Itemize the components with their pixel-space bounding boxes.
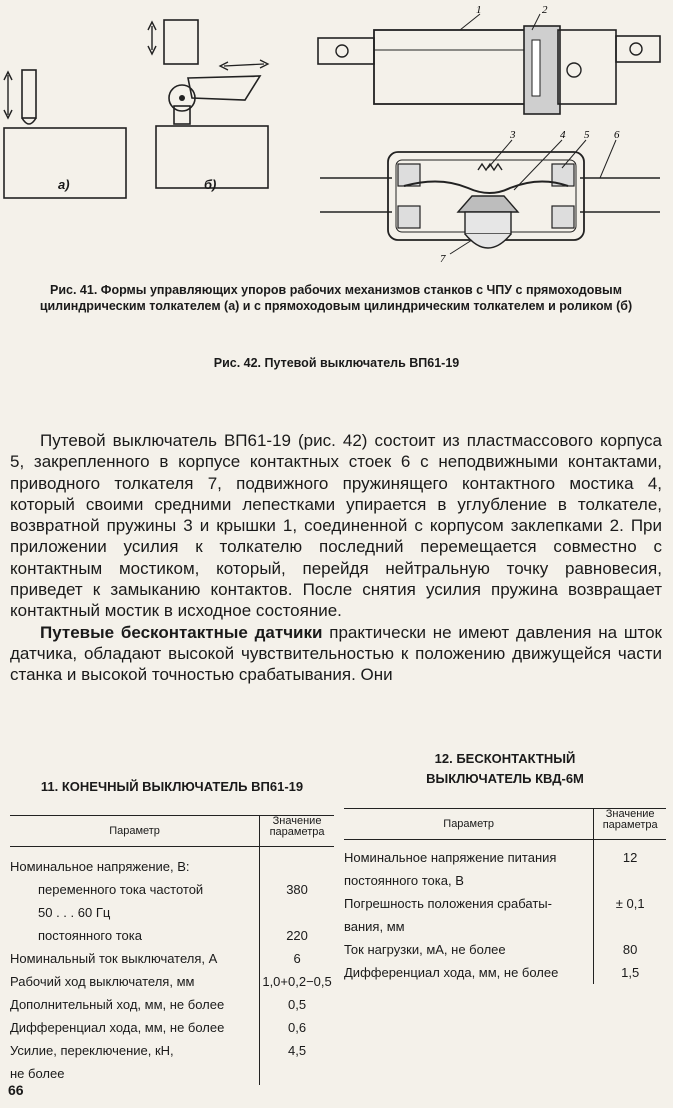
figure-42-callout-6: 6 — [614, 129, 620, 141]
table-row — [344, 938, 666, 961]
param-cell: переменного тока частотой — [10, 878, 260, 901]
table-row — [10, 1062, 334, 1085]
table-12-header-param: Параметр — [344, 809, 594, 840]
table-11-header-value: Значение параметра — [260, 816, 334, 847]
param-cell: Номинальное напряжение, В: — [10, 847, 260, 879]
figure-41a-label: а) — [58, 177, 70, 192]
param-cell: 50 . . . 60 Гц — [10, 901, 260, 924]
table-row — [10, 993, 334, 1016]
value-cell — [260, 1062, 334, 1085]
param-cell: постоянного тока — [10, 924, 260, 947]
figure-42-callout-1: 1 — [476, 4, 482, 16]
paragraph-2-text: практически не имеют давления на шток датчика, обладают высокой чувствительностью к положению движущейся части станка и высокой точностью срабатывания. Они — [10, 622, 662, 685]
param-cell: Номинальный ток выключателя, А — [10, 947, 260, 970]
table-row — [344, 840, 666, 870]
figure-42-callout-7: 7 — [440, 253, 446, 265]
figure-42-callout-5: 5 — [584, 129, 590, 141]
table-11-body — [10, 847, 334, 1086]
table-row — [10, 1039, 334, 1062]
value-cell: 1,5 — [621, 965, 640, 980]
figure-41b-label: б) — [204, 177, 217, 192]
body-text — [10, 430, 662, 686]
param-cell: не более — [10, 1062, 260, 1085]
table-12-body — [344, 840, 666, 985]
figure-42-callout-2: 2 — [542, 4, 548, 16]
page-number: 66 — [8, 1082, 24, 1098]
param-cell: Номинальное напряжение питания — [344, 840, 594, 870]
value-cell — [260, 901, 334, 924]
figure-42-caption: Рис. 42. Путевой выключатель ВП61-19 — [213, 356, 460, 370]
table-row — [10, 947, 334, 970]
figure-41a-drawing — [0, 30, 140, 220]
value-cell: 6 — [293, 951, 301, 966]
figure-42-callout-4: 4 — [560, 129, 566, 141]
table-row — [10, 878, 334, 901]
paragraph-2 — [10, 622, 662, 686]
value-cell: ± 0,1 — [615, 896, 645, 911]
figure-41-caption: Рис. 41. Формы управляющих упоров рабочих механизмов станков с ЧПУ с прямоходовым цилиндрическим толкателем (а) и с прямоходовым цилиндрическим толкателем и роликом (б) — [39, 283, 633, 313]
table-12-title-line-1: 12. БЕСКОНТАКТНЫЙ — [434, 751, 576, 766]
table-row — [10, 847, 334, 879]
table-row — [10, 901, 334, 924]
param-cell: Дифференциал хода, мм, не более — [10, 1016, 260, 1039]
paragraph-1: Путевой выключатель ВП61-19 (рис. 42) состоит из пластмассового корпуса 5, закрепленного в корпусе контактных стоек 6 с неподвижными контактами, приводного толкателя 7, подвижного пружинящего контактного мостика 4, который своими средними лепестками упирается в углубление в толкателе, возвратной пружины 3 и крышки 1, соединенной с корпусом заклепками 2. При приложении усилия к толкателю последний перемещается совместно с контактным мостиком, который, перейдя нейтральную точку равновесия, приведет к замыканию контактов. После снятия усилия пружина возвращает контактный мостик в исходное состояние. — [10, 431, 662, 621]
table-11 — [10, 815, 334, 1085]
param-cell: Погрешность положения срабаты- — [344, 892, 594, 915]
paragraph-2-bold-lead: Путевые бесконтактные датчики — [40, 622, 323, 642]
table-12 — [344, 808, 666, 984]
figure-42-drawing — [300, 0, 673, 268]
value-cell — [260, 847, 334, 879]
value-cell: 80 — [622, 942, 638, 957]
value-cell: 220 — [286, 928, 308, 943]
table-12-header-value: Значение параметра — [594, 809, 666, 840]
table-12-title-line-2: ВЫКЛЮЧАТЕЛЬ КВД-6М — [426, 771, 584, 786]
param-cell: вания, мм — [344, 915, 594, 938]
value-cell: 0,5 — [288, 997, 307, 1012]
value-cell: 12 — [622, 850, 638, 865]
param-cell: Усилие, переключение, кН, — [10, 1039, 260, 1062]
table-row — [344, 915, 666, 938]
value-cell: 4,5 — [288, 1043, 307, 1058]
value-cell — [594, 915, 666, 938]
param-cell: Дополнительный ход, мм, не более — [10, 993, 260, 1016]
value-cell: 0,6 — [288, 1020, 307, 1035]
param-cell: постоянного тока, В — [344, 869, 594, 892]
value-cell: 380 — [286, 882, 308, 897]
figure-42-callout-3: 3 — [510, 129, 516, 141]
param-cell: Рабочий ход выключателя, мм — [10, 970, 260, 993]
table-11-title: 11. КОНЕЧНЫЙ ВЫКЛЮЧАТЕЛЬ ВП61-19 — [40, 779, 304, 794]
table-row — [344, 961, 666, 984]
value-cell: 1,0+0,2−0,5 — [262, 974, 332, 989]
table-row — [10, 1016, 334, 1039]
table-row — [10, 924, 334, 947]
table-row — [344, 892, 666, 915]
table-row — [344, 869, 666, 892]
value-cell — [594, 869, 666, 892]
param-cell: Ток нагрузки, мА, не более — [344, 938, 594, 961]
param-cell: Дифференциал хода, мм, не более — [344, 961, 594, 984]
table-11-header-param: Параметр — [10, 816, 260, 847]
table-row — [10, 970, 334, 993]
